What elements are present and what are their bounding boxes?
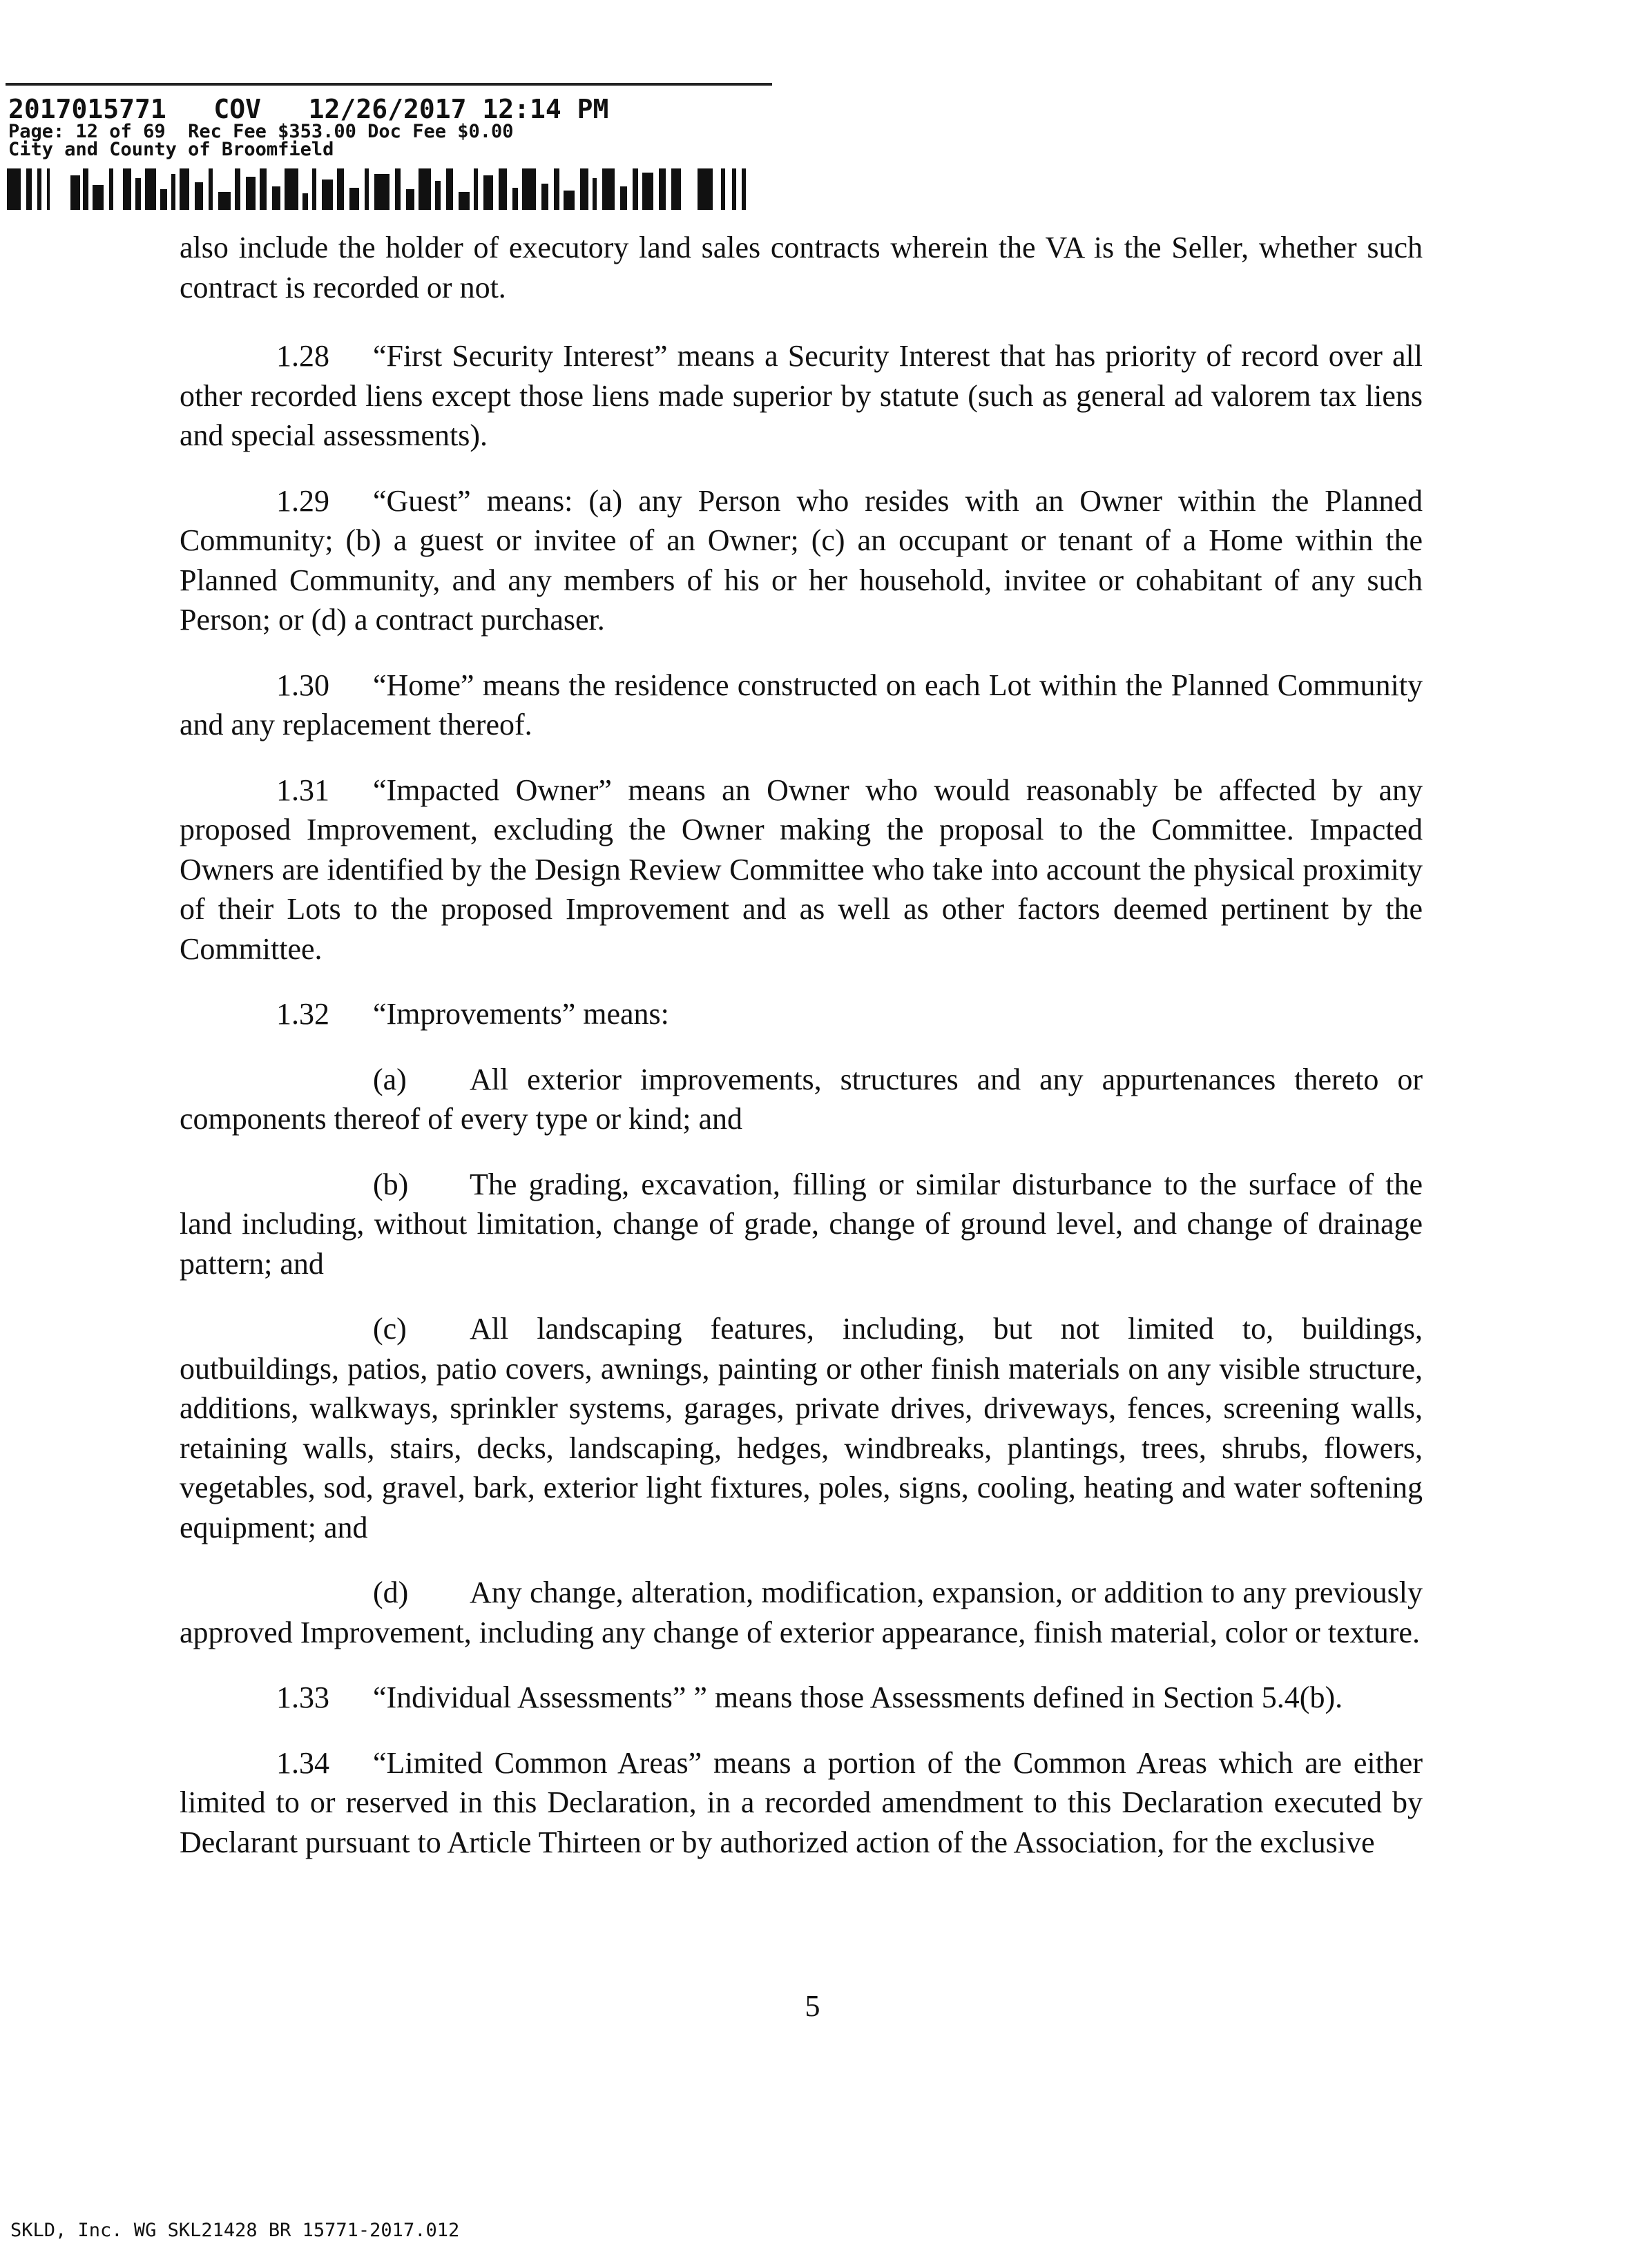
definition-text: “Impacted Owner” means an Owner who would reasonably be affected by any proposed Improvement, excluding the Owner making the proposal to the Committee. Impacted Owners are identified by the Design Review Committee who take into account the physical proximity of their Lots to the proposed Improvement and as well as other factors deemed pertinent by the Committee. — [180, 773, 1423, 966]
definition-1-30 — [180, 666, 1423, 745]
improvement-item-d — [180, 1573, 1423, 1652]
barcode-image — [7, 168, 773, 210]
item-label: (b) — [373, 1167, 409, 1201]
definition-number: 1.31 — [276, 773, 329, 807]
definition-text: “First Security Interest” means a Security Interest that has priority of record over all other recorded liens except those liens made superior by statute (such as general ad valorem tax liens and special assessments). — [180, 339, 1423, 452]
recording-stamp — [8, 95, 608, 159]
improvement-item-b — [180, 1165, 1423, 1284]
definition-1-29 — [180, 481, 1423, 640]
definition-1-33 — [180, 1678, 1423, 1718]
stamp-reception-line: 2017015771 COV 12/26/2017 12:14 PM — [8, 94, 609, 124]
definition-text: “Guest” means: (a) any Person who resides with an Owner within the Planned Community; (b) a guest or invitee of an Owner; (c) an occupant or tenant of a Home within the Planned Community, and any members of his or her household, invitee or cohabitant of any such Person; or (d) a contract purchaser. — [180, 483, 1423, 637]
definition-number: 1.33 — [276, 1680, 329, 1714]
definition-1-28 — [180, 336, 1423, 456]
item-text: Any change, alteration, modification, expansion, or addition to any previously approved Improvement, including any change of exterior appearance, finish material, color or texture. — [180, 1576, 1423, 1649]
definition-number: 1.29 — [276, 483, 329, 518]
document-body — [180, 228, 1423, 1888]
improvement-item-c — [180, 1309, 1423, 1547]
item-label: (c) — [373, 1312, 407, 1346]
definition-number: 1.32 — [276, 997, 329, 1031]
header-rule — [6, 83, 772, 86]
intro-paragraph: also include the holder of executory land sales contracts wherein the VA is the Seller, whether such contract is recorded or not. — [180, 231, 1423, 304]
definition-text: “Improvements” means: — [373, 997, 669, 1031]
definition-text: “Limited Common Areas” means a portion of the Common Areas which are either limited to or reserved in this Declaration, in a recorded amendment to this Declaration executed by Declarant pursuant to Article Thirteen or by authorized action of the Association, for the exclusive — [180, 1745, 1423, 1859]
stamp-fee-line: Page: 12 of 69 Rec Fee $353.00 Doc Fee $0.00 — [8, 121, 514, 142]
item-text: All landscaping features, including, but not limited to, buildings, outbuildings, patios, patio covers, awnings, painting or other finish materials on any visible structure, additions, walkways, sprinkler systems, garages, private drives, driveways, fences, screening walls, retaining walls, stairs, decks, landscaping, hedges, windbreaks, plantings, trees, shrubs, flowers, vegetables, sod, gravel, bark, exterior light fixtures, poles, signs, cooling, heating and water softening equipment; and — [180, 1312, 1423, 1544]
item-label: (a) — [373, 1062, 407, 1096]
definition-number: 1.28 — [276, 339, 329, 373]
item-text: The grading, excavation, filling or similar disturbance to the surface of the land including, without limitation, change of grade, change of ground level, and change of drainage pattern; and — [180, 1167, 1423, 1281]
footer-reference: SKLD, Inc. WG SKL21428 BR 15771-2017.012 — [10, 2220, 460, 2241]
definition-number: 1.30 — [276, 668, 329, 702]
definition-1-32 — [180, 994, 1423, 1034]
improvement-item-a — [180, 1060, 1423, 1139]
definition-1-34 — [180, 1743, 1423, 1863]
definition-1-31 — [180, 770, 1423, 969]
item-text: All exterior improvements, structures and any appurtenances thereto or components thereof of every type or kind; and — [180, 1062, 1423, 1136]
page-number: 5 — [805, 1989, 820, 2023]
definition-text: “Individual Assessments” ” means those Assessments defined in Section 5.4(b). — [373, 1680, 1343, 1714]
stamp-county-line: City and County of Broomfield — [8, 139, 334, 160]
definition-text: “Home” means the residence constructed on each Lot within the Planned Community and any replacement thereof. — [180, 668, 1423, 742]
definition-number: 1.34 — [276, 1745, 329, 1780]
item-label: (d) — [373, 1576, 409, 1609]
